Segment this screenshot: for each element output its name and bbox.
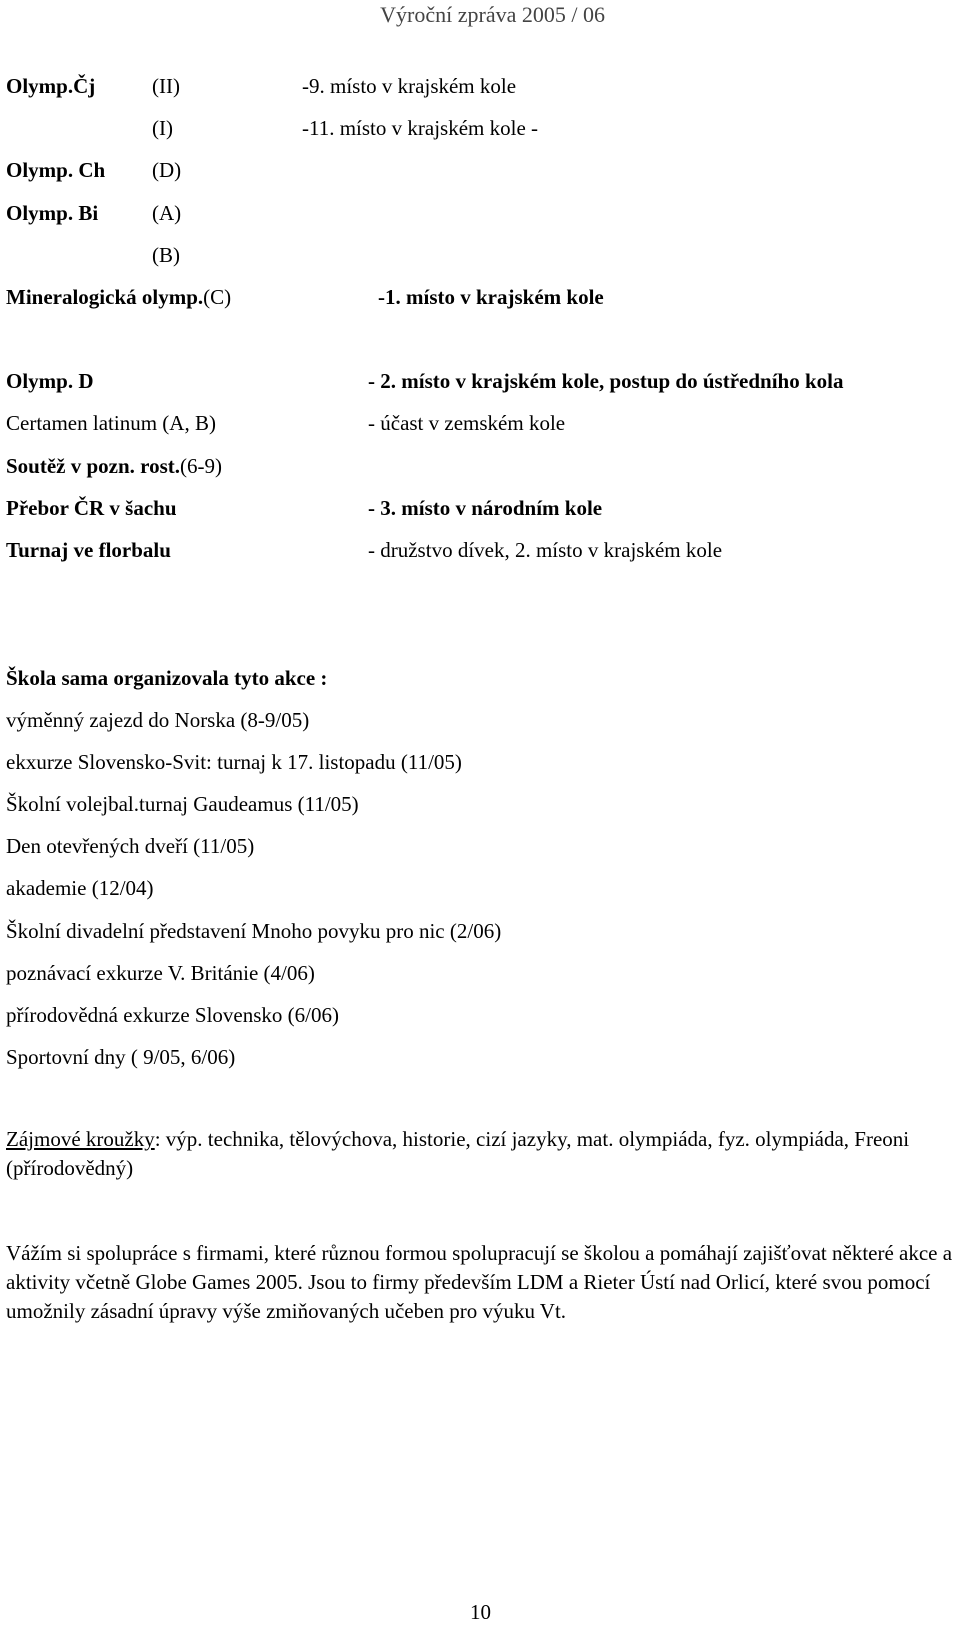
list-item: akademie (12/04) [6, 876, 154, 900]
result-text: -11. místo v krajském kole - [302, 116, 539, 140]
list-item: výměnný zajezd do Norska (8-9/05) [6, 708, 310, 732]
list-item: ekxurze Slovensko-Svit: turnaj k 17. listopadu (11/05) [6, 750, 462, 774]
result-text: -9. místo v krajském kole [302, 74, 517, 98]
result-category: (C) [203, 285, 232, 309]
result-name: Turnaj ve florbalu [6, 538, 171, 562]
list-item: Den otevřených dveří (11/05) [6, 834, 255, 858]
result-name: Soutěž v pozn. rost. [6, 454, 181, 478]
result-text: - 3. místo v národním kole [368, 496, 603, 520]
result-name: Olymp.Čj [6, 74, 96, 98]
result-category: (D) [152, 158, 182, 182]
list-item: poznávací exkurze V. Británie (4/06) [6, 961, 315, 985]
interest-text: : výp. technika, tělovýchova, historie, cizí jazyky, mat. olympiáda, fyz. olympiáda, Freoni (přírodovědný) [6, 1127, 910, 1180]
list-item: přírodovědná exkurze Slovensko (6/06) [6, 1003, 339, 1027]
result-category: (II) [152, 74, 180, 98]
result-name: Mineralogická olymp. [6, 285, 204, 309]
result-name: Olymp. D [6, 369, 94, 393]
interest-label: Zájmové kroužky [6, 1127, 155, 1151]
result-name: Certamen latinum (A, B) [6, 411, 216, 435]
result-category: (B) [152, 243, 180, 267]
acknowledgement-paragraph: Vážím si spolupráce s firmami, které různou formou spolupracují se školou a pomáhají zajišťovat některé akce a aktivity včetně Globe Games 2005. Jsou to firmy především LDM a Rieter Ústí nad Orlicí, které svou pomocí umožnily zásadní úpravy výše zmiňovaných učeben pro výuku Vt. [6, 1241, 953, 1323]
result-text: - účast v zemském kole [368, 411, 566, 435]
result-name: Olymp. Ch [6, 158, 106, 182]
result-name-row [6, 285, 231, 309]
result-text: -1. místo v krajském kole [378, 285, 604, 309]
result-name-row [6, 454, 222, 478]
page-number: 10 [470, 1600, 491, 1624]
interest-paragraph [6, 1125, 956, 1183]
result-text: - 2. místo v krajském kole, postup do ústředního kola [368, 369, 844, 393]
list-item: Sportovní dny ( 9/05, 6/06) [6, 1045, 236, 1069]
section-heading: Škola sama organizovala tyto akce : [6, 666, 328, 690]
result-text: - družstvo dívek, 2. místo v krajském kole [368, 538, 723, 562]
list-item: Školní volejbal.turnaj Gaudeamus (11/05) [6, 792, 359, 816]
result-name: Olymp. Bi [6, 201, 99, 225]
result-category: (I) [152, 116, 173, 140]
result-category: (A) [152, 201, 182, 225]
result-category: (6-9) [180, 454, 223, 478]
list-item: Školní divadelní představení Mnoho povyku pro nic (2/06) [6, 919, 502, 943]
page-header: Výroční zpráva 2005 / 06 [380, 2, 605, 27]
result-name: Přebor ČR v šachu [6, 496, 177, 520]
